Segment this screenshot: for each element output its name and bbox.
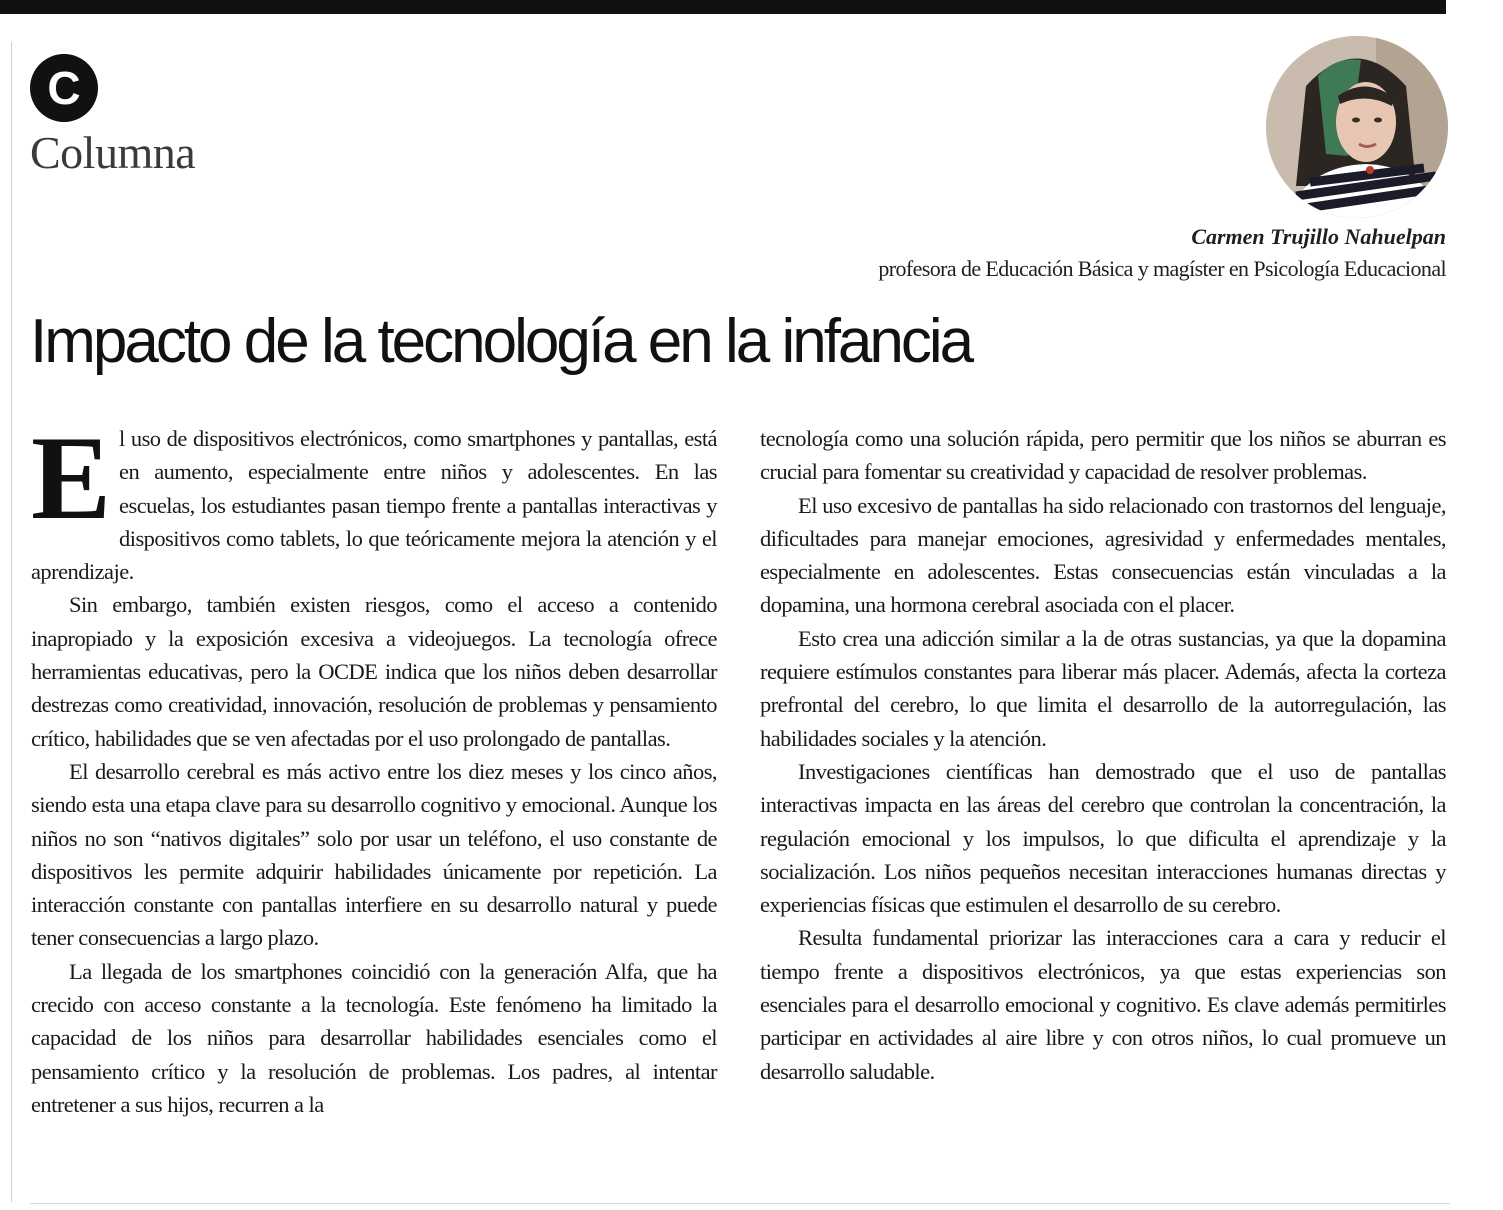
article-paragraph: La llegada de los smartphones coincidió con la generación Alfa, que ha crecido con acceso constante a la tecnología. Este fenómeno ha limitado la capacidad de los niños para desarrollar habilidades esenciales como el pensamiento crítico y la resolución de problemas. Los padres, al intentar entretener a sus hijos, recurren a la (31, 958, 717, 1117)
top-rule (0, 0, 1446, 14)
article-paragraph: El uso excesivo de pantallas ha sido relacionado con trastornos del lenguaje, dificultades para manejar emociones, agresividad y enfermedades mentales, especialmente en adolescentes. Estas consecuencias están vinculadas a la dopamina, una hormona cerebral asociada con el placer. (760, 492, 1446, 618)
article-paragraph: El desarrollo cerebral es más activo entre los diez meses y los cinco años, siendo esta una etapa clave para su desarrollo cognitivo y emocional. Aunque los niños no son “nativos digitales” solo por usar un teléfono, el uso constante de dispositivos les permite adquirir habilidades únicamente por repetición. La interacción constante con pantallas interfiere en su desarrollo natural y puede tener consecuencias a largo plazo. (31, 758, 717, 951)
article-paragraph (31, 411, 717, 588)
section-name: Columna (30, 127, 196, 178)
article-paragraph: Sin embargo, también existen riesgos, como el acceso a contenido inapropiado y la exposición excesiva a videojuegos. La tecnología ofrece herramientas educativas, pero la OCDE indica que los niños deben desarrollar destrezas como creatividad, innovación, resolución de problemas y pensamiento crítico, habilidades que se ven afectadas por el uso prolongado de pantallas. (31, 592, 717, 751)
article-paragraph: Esto crea una adicción similar a la de otras sustancias, ya que la dopamina requiere estímulos constantes para liberar más placer. Además, afecta la corteza prefrontal del cerebro, lo que limita el desarrollo de la autorregulación, las habilidades sociales y la atención. (760, 625, 1446, 751)
author-photo (1266, 36, 1448, 218)
article-column-2 (760, 422, 1446, 1088)
section-badge: C (30, 54, 98, 122)
bottom-rule (30, 1203, 1450, 1204)
article-paragraph-text: l uso de dispositivos electrónicos, como smartphones y pantallas, está en aumento, especialmente entre niños y adolescentes. En las escuelas, los estudiantes pasan tiempo frente a pantallas interactivas y dispositivos como tablets, lo que teóricamente mejora la atención y el aprendizaje. (31, 426, 717, 585)
article-paragraph: Investigaciones científicas han demostrado que el uso de pantallas interactivas impacta en las áreas del cerebro que controlan la concentración, la regulación emocional y los impulsos, lo que dificulta el aprendizaje y la socialización. Los niños pequeños necesitan interacciones humanas directas y experiencias físicas que estimulen el desarrollo de su cerebro. (760, 758, 1446, 918)
article-paragraph: Resulta fundamental priorizar las interacciones cara a cara y reducir el tiempo frente a dispositivos electrónicos, ya que estas experiencias son esenciales para el desarrollo emocional y cognitivo. Es clave además permitirles participar en actividades al aire libre y con otros niños, lo cual promueve un desarrollo saludable. (760, 925, 1446, 1084)
drop-cap: E (31, 411, 112, 544)
author-name: Carmen Trujillo Nahuelpan (1191, 224, 1446, 249)
left-rule (11, 42, 12, 1202)
article-headline: Impacto de la tecnología en la infancia (30, 307, 972, 376)
author-role: profesora de Educación Básica y magíster en Psicología Educacional (878, 256, 1446, 281)
author-portrait-image (1266, 36, 1448, 218)
article-column-1 (31, 411, 717, 1121)
article-paragraph: tecnología como una solución rápida, pero permitir que los niños se aburran es crucial para fomentar su creatividad y capacidad de resolver problemas. (760, 426, 1446, 485)
